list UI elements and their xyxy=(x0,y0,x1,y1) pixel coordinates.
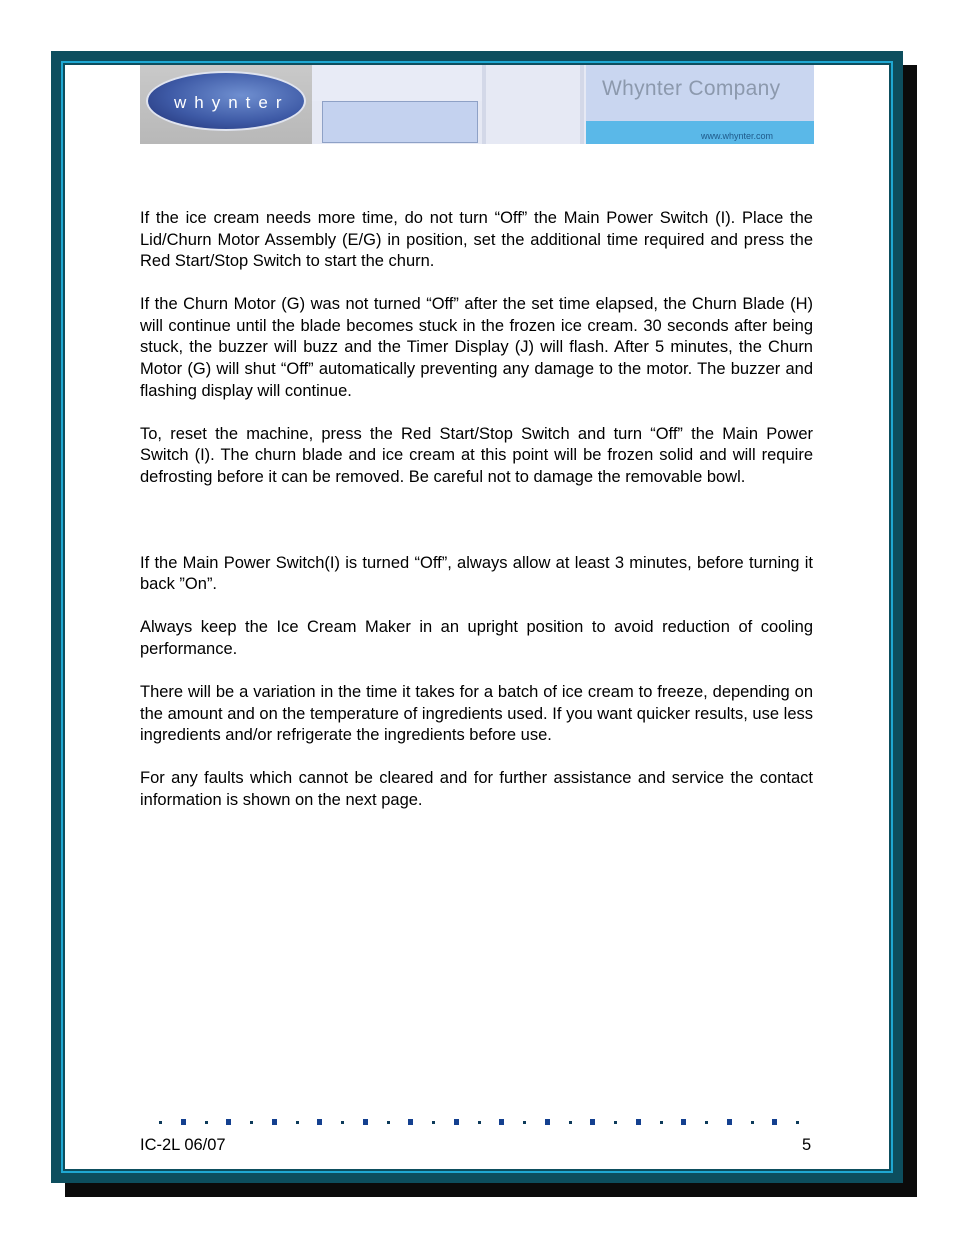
divider-dot xyxy=(159,1121,162,1124)
divider-dot xyxy=(636,1119,641,1125)
divider-dot xyxy=(727,1119,732,1125)
banner-divider xyxy=(580,65,584,144)
company-name: Whynter Company xyxy=(602,77,781,100)
footer-model-date: IC-2L 06/07 xyxy=(140,1136,226,1154)
divider-dot xyxy=(590,1119,595,1125)
divider-dot xyxy=(681,1119,686,1125)
paragraph: Always keep the Ice Cream Maker in an upright position to avoid reduction of cooling performance. xyxy=(140,618,813,658)
divider-dot xyxy=(408,1119,413,1125)
document-page xyxy=(65,65,889,1169)
paragraph: If the Churn Motor (G) was not turned “Off” after the set time elapsed, the Churn Blade (H) will continue until the blade becomes stuck in the frozen ice cream. 30 seconds after being stuck, the buzzer will buzz and the Timer Display (J) will flash. After 5 minutes, the Churn Motor (G) will shut “Off” automatically preventing any damage to the motor. The buzzer and flashing display will continue. xyxy=(140,295,813,400)
divider-dot xyxy=(523,1121,526,1124)
document-body xyxy=(140,208,813,833)
divider-dot xyxy=(363,1119,368,1125)
company-logo xyxy=(146,71,306,131)
paragraph: To, reset the machine, press the Red Start/Stop Switch and turn “Off” the Main Power Switch (I). The churn blade and ice cream at this point will be frozen solid and will require defrosting before it can be removed. Be careful not to damage the removable bowl. xyxy=(140,424,813,486)
logo-text: whynter xyxy=(174,93,290,112)
divider-dot xyxy=(660,1121,663,1124)
header-banner xyxy=(140,65,814,144)
paragraph: There will be a variation in the time it takes for a batch of ice cream to freeze, depending on the amount and on the temperature of ingredients used. If you want quicker results, use less ingredients and/or refrigerate the ingredients before use. xyxy=(140,682,813,745)
banner-panel xyxy=(322,101,478,143)
divider-dot xyxy=(341,1121,344,1124)
divider-dot xyxy=(317,1119,322,1125)
page-number: 5 xyxy=(802,1136,812,1154)
divider-dot xyxy=(205,1121,208,1124)
divider-dot xyxy=(387,1121,390,1124)
footer-divider xyxy=(159,1116,799,1128)
banner-panel xyxy=(312,65,482,101)
divider-dot xyxy=(569,1121,572,1124)
divider-dot xyxy=(705,1121,708,1124)
banner-divider xyxy=(482,65,486,144)
banner-url-bar xyxy=(586,121,814,144)
paragraph: If the Main Power Switch(I) is turned “Off”, always allow at least 3 minutes, before turning it back ”On”. xyxy=(140,553,813,594)
divider-dot xyxy=(796,1121,799,1124)
divider-dot xyxy=(250,1121,253,1124)
divider-dot xyxy=(226,1119,231,1125)
company-url: www.whynter.com xyxy=(701,131,774,141)
divider-dot xyxy=(545,1119,550,1125)
paragraph: If the ice cream needs more time, do not turn “Off” the Main Power Switch (I). Place the Lid/Churn Motor Assembly (E/G) in position, set the additional time required and press the Red Start/Stop Switch to start the churn. xyxy=(140,209,813,271)
divider-dot xyxy=(272,1119,277,1125)
paragraph: For any faults which cannot be cleared and for further assistance and service the contact information is shown on the next page. xyxy=(140,769,813,809)
divider-dot xyxy=(751,1121,754,1124)
divider-dot xyxy=(454,1119,459,1125)
divider-dot xyxy=(432,1121,435,1124)
divider-dot xyxy=(614,1121,617,1124)
divider-dot xyxy=(772,1119,777,1125)
divider-dot xyxy=(478,1121,481,1124)
divider-dot xyxy=(296,1121,299,1124)
divider-dot xyxy=(181,1119,186,1125)
divider-dot xyxy=(499,1119,504,1125)
